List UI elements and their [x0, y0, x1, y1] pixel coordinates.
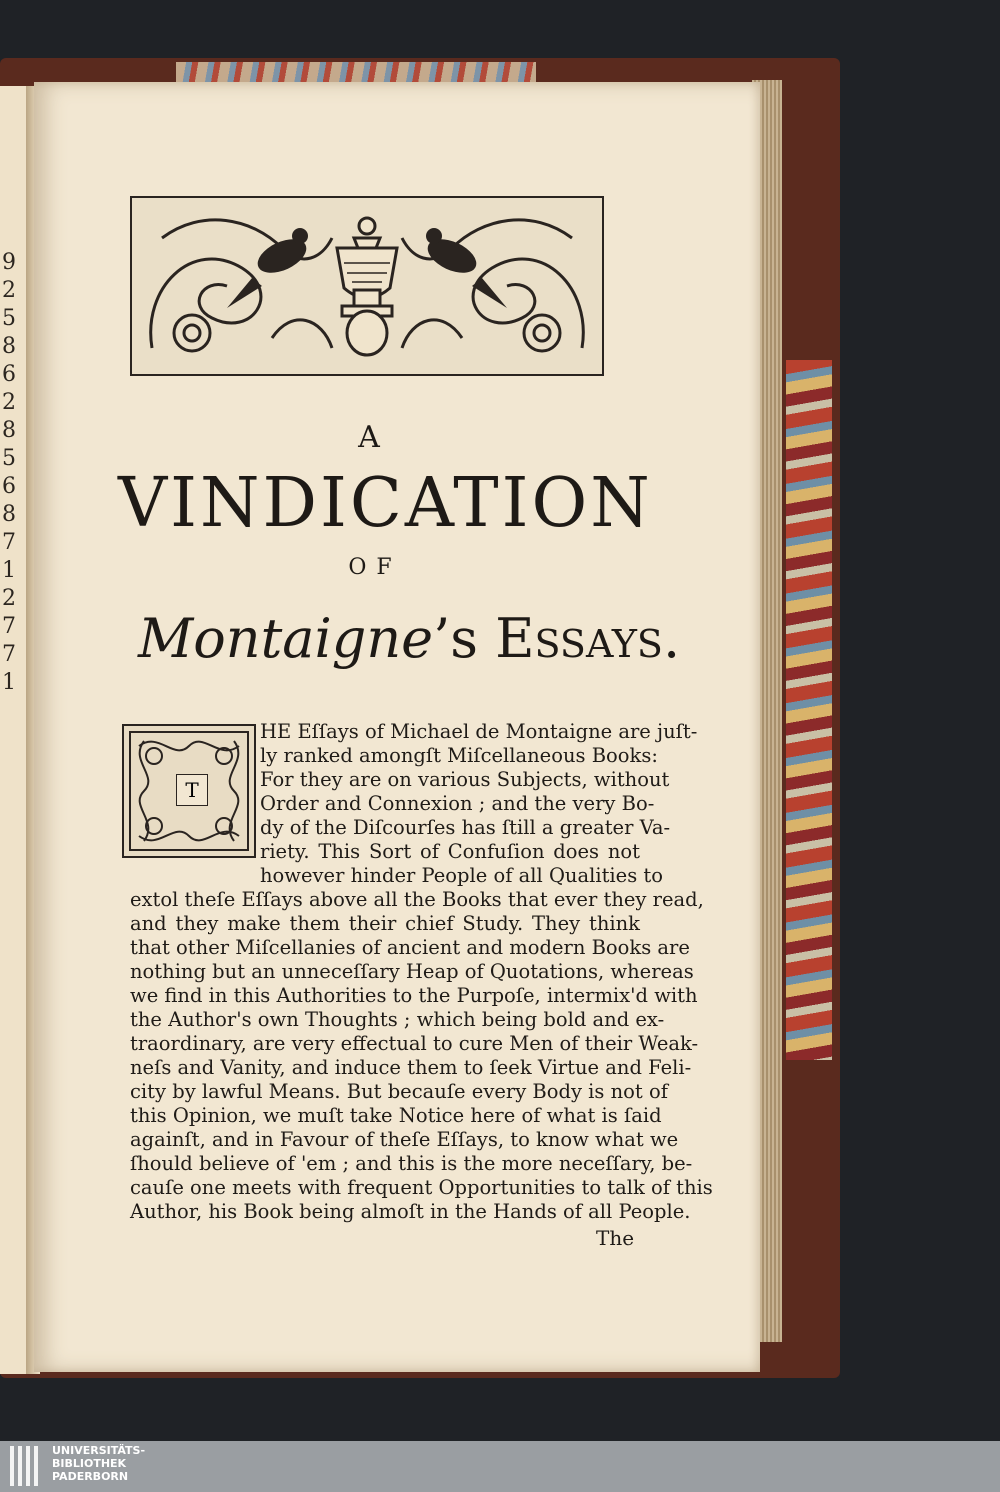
left-page-char: 1: [2, 670, 16, 695]
text-line: dy of the Diſcourſes has ſtill a greater Va-: [260, 816, 671, 839]
text-line: For they are on various Subjects, without: [260, 768, 670, 791]
left-page-char: 8: [2, 502, 16, 527]
text-line: we find in this Authorities to the Purpoſe, intermix'd with: [130, 984, 698, 1007]
initial-letter: T: [176, 774, 208, 806]
text-line: city by lawful Means. But becauſe every Body is not of: [130, 1080, 668, 1103]
decorative-initial: [122, 724, 256, 858]
left-page-char: 7: [2, 530, 16, 555]
text-line: the Author's own Thoughts ; which being bold and ex-: [130, 1008, 665, 1031]
text-line: againſt, and in Favour of theſe Eſſays, to know what we: [130, 1128, 679, 1151]
left-page-char: 8: [2, 334, 16, 359]
library-logo-icon: [10, 1446, 44, 1486]
left-page-char: 5: [2, 446, 16, 471]
text-line: however hinder People of all Qualities to: [260, 864, 663, 887]
title-apostrophe-s: ’s: [433, 607, 478, 670]
left-page-char: 6: [2, 474, 16, 499]
title-montaignes-essays: [138, 604, 681, 674]
text-line: nothing but an unneceſſary Heap of Quotations, whereas: [130, 960, 694, 983]
title-article: A: [358, 420, 382, 455]
left-page-char: 6: [2, 362, 16, 387]
left-page-char: 1: [2, 558, 16, 583]
text-line: cauſe one meets with frequent Opportunities to talk of this: [130, 1176, 713, 1199]
title-vindication: VINDICATION: [118, 464, 653, 543]
footer-line-3: PADERBORN: [52, 1470, 129, 1483]
decorative-headpiece: [130, 196, 604, 376]
marbled-endpaper: [786, 360, 832, 1060]
text-line: ly ranked amongſt Miſcellaneous Books:: [260, 744, 658, 767]
footer-line-1: UNIVERSITÄTS-: [52, 1444, 146, 1457]
left-page-char: 9: [2, 250, 16, 275]
text-line: Order and Connexion ; and the very Bo-: [260, 792, 655, 815]
left-page-char: 2: [2, 390, 16, 415]
text-line: riety. This Sort of Confuſion does not: [260, 840, 640, 863]
left-page-char: 7: [2, 614, 16, 639]
text-line: and they make them their chief Study. They think: [130, 912, 640, 935]
text-line: HE Eſſays of Michael de Montaigne are juſt-: [260, 720, 698, 743]
left-page-char: 5: [2, 306, 16, 331]
left-page-char: 8: [2, 418, 16, 443]
title-essays: Essays.: [495, 607, 681, 670]
ornament-birds-urn-icon: [132, 198, 602, 374]
catchword: The: [596, 1226, 635, 1250]
text-line: ſhould believe of 'em ; and this is the more neceſſary, be-: [130, 1152, 693, 1175]
text-line: neſs and Vanity, and induce them to ſeek Virtue and Feli-: [130, 1056, 692, 1079]
marbled-edge-top: [176, 62, 536, 84]
text-line: extol theſe Eſſays above all the Books that ever they read,: [130, 888, 704, 911]
left-page-characters: [2, 250, 22, 730]
left-page-char: 2: [2, 586, 16, 611]
left-page-char: 7: [2, 642, 16, 667]
title-montaigne: Montaigne: [138, 607, 434, 670]
text-line: Author, his Book being almoſt in the Hands of all People.: [130, 1200, 691, 1223]
footer-line-2: BIBLIOTHEK: [52, 1457, 127, 1470]
text-line: that other Miſcellanies of ancient and modern Books are: [130, 936, 690, 959]
text-line: this Opinion, we muſt take Notice here of what is ſaid: [130, 1104, 662, 1127]
text-line: traordinary, are very effectual to cure Men of their Weak-: [130, 1032, 699, 1055]
library-footer: [0, 1441, 1000, 1492]
title-of: OF: [348, 555, 402, 580]
left-page-char: 2: [2, 278, 16, 303]
